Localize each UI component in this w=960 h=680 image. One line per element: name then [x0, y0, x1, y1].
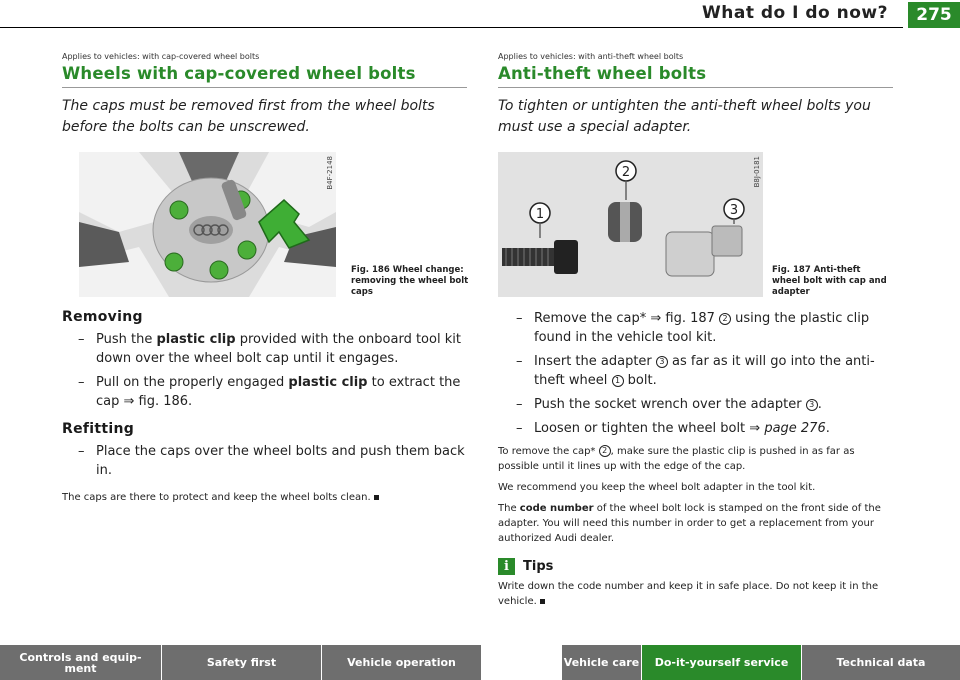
list-item: – Push the socket wrench over the adapter 3 . — [516, 397, 822, 412]
wheel-bolt-caps-image — [79, 152, 336, 297]
chapter-title: What do I do now? — [702, 3, 888, 23]
section-title: Anti-theft wheel bolts — [498, 64, 893, 88]
figure-code: B8J-0181 — [753, 156, 761, 188]
tab-controls-and-equipment[interactable]: Controls and equip- ment — [0, 645, 162, 680]
figure-186 — [62, 152, 467, 297]
figure-caption: Fig. 186 Wheel change: removing the wheel bolt caps — [351, 265, 469, 297]
figure-caption: Fig. 187 Anti-theft wheel bolt with cap and adapter — [772, 265, 887, 297]
refitting-heading: Refitting — [62, 421, 135, 437]
removing-heading: Removing — [62, 309, 143, 325]
anti-theft-bolt-image — [498, 152, 763, 297]
page-number: 275 — [908, 2, 960, 28]
tab-vehicle-care[interactable]: Vehicle care — [562, 645, 642, 680]
list-item: – Pull on the properly engaged plastic clip to extract the cap ⇒ fig. 186. — [78, 375, 461, 409]
applies-to-note: Applies to vehicles: with anti-theft wheel bolts — [498, 52, 684, 61]
note-text: The code number of the wheel bolt lock is stamped on the front side of the adapter. You will need this number in order to get a replacement from your authorized Audi dealer. — [498, 503, 881, 544]
page-header — [0, 0, 960, 30]
tab-spacer — [482, 645, 562, 680]
note-text: The caps are there to protect and keep the wheel bolts clean. — [62, 490, 467, 505]
figure-label-3: 3 — [729, 203, 739, 218]
info-icon: i — [498, 558, 515, 575]
list-item: – Push the plastic clip provided with the onboard tool kit down over the wheel bolt cap until it engages. — [78, 332, 461, 366]
figure-label-1: 1 — [535, 207, 545, 222]
tips-heading — [498, 558, 893, 575]
list-item: – Remove the cap* ⇒ fig. 187 2 using the plastic clip found in the vehicle tool kit. — [516, 311, 870, 345]
note-text: We recommend you keep the wheel bolt adapter in the tool kit. — [498, 482, 816, 493]
wheel-illustration — [79, 152, 336, 297]
section-intro: To tighten or untighten the anti-theft wheel bolts you must use a special adapter. — [498, 98, 871, 135]
applies-to-note: Applies to vehicles: with cap-covered wheel bolts — [62, 52, 260, 61]
figure-label-2: 2 — [621, 165, 631, 180]
tips-label: Tips — [523, 559, 554, 574]
figure-187 — [498, 152, 893, 297]
list-item: – Place the caps over the wheel bolts and push them back in. — [78, 444, 465, 478]
tips-text: Write down the code number and keep it in safe place. Do not keep it in the vehicle. — [498, 581, 879, 607]
tab-vehicle-operation[interactable]: Vehicle operation — [322, 645, 482, 680]
end-mark — [540, 599, 545, 604]
section-title: Wheels with cap-covered wheel bolts — [62, 64, 467, 88]
figure-code: B4F-2148 — [326, 156, 334, 190]
anti-theft-illustration — [498, 152, 763, 297]
list-item: – Loosen or tighten the wheel bolt ⇒ page 276. — [516, 421, 830, 436]
tab-safety-first[interactable]: Safety first — [162, 645, 322, 680]
right-column — [498, 52, 893, 609]
note-text: To remove the cap* 2 , make sure the plastic clip is pushed in as far as possible until it lines up with the edge of the cap. — [498, 446, 855, 472]
tab-technical-data[interactable]: Technical data — [802, 645, 960, 680]
section-intro: The caps must be removed first from the wheel bolts before the bolts can be unscrewed. — [62, 98, 435, 135]
chapter-tabs — [0, 645, 960, 680]
list-item: – Insert the adapter 3 as far as it will go into the anti-theft wheel 1 bolt. — [516, 354, 875, 388]
left-column — [62, 52, 467, 505]
end-mark — [374, 495, 379, 500]
header-rule — [0, 27, 903, 28]
tab-do-it-yourself-service[interactable]: Do-it-yourself service — [642, 645, 802, 680]
